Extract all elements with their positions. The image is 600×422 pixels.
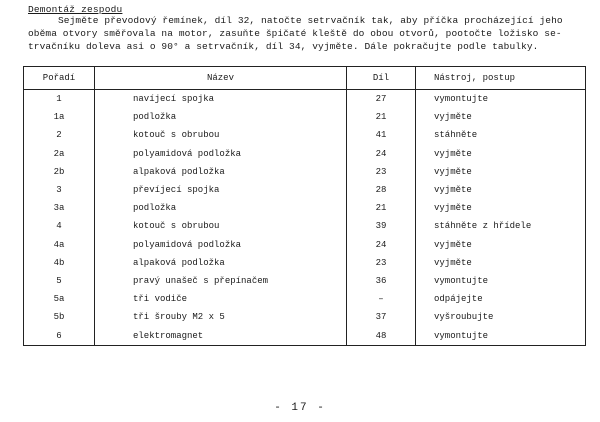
cell-name: navíjecí spojka xyxy=(95,90,347,109)
intro-paragraph xyxy=(28,14,576,53)
cell-name: kotouč s obrubou xyxy=(95,217,347,235)
cell-action: vyšroubujte xyxy=(416,308,586,326)
cell-part: 21 xyxy=(347,199,416,217)
cell-name: polyamidová podložka xyxy=(95,145,347,163)
cell-action: vyjměte xyxy=(416,254,586,272)
cell-order: 2 xyxy=(24,126,95,144)
cell-part: 21 xyxy=(347,108,416,126)
table-row xyxy=(24,217,586,235)
cell-action: odpájejte xyxy=(416,290,586,308)
cell-part: 24 xyxy=(347,236,416,254)
cell-name: elektromagnet xyxy=(95,326,347,345)
cell-name: alpaková podložka xyxy=(95,163,347,181)
cell-name: pravý unašeč s přepínačem xyxy=(95,272,347,290)
header-part: Díl xyxy=(347,67,416,90)
cell-order: 1 xyxy=(24,90,95,109)
cell-name: převíjecí spojka xyxy=(95,181,347,199)
cell-action: vyjměte xyxy=(416,181,586,199)
cell-action: vymontujte xyxy=(416,90,586,109)
cell-action: vymontujte xyxy=(416,272,586,290)
cell-part: 23 xyxy=(347,254,416,272)
table-row xyxy=(24,126,586,144)
section-heading: Demontáž zespodu xyxy=(28,4,123,15)
cell-part: 28 xyxy=(347,181,416,199)
cell-order: 5 xyxy=(24,272,95,290)
cell-action: stáhněte xyxy=(416,126,586,144)
cell-order: 4 xyxy=(24,217,95,235)
cell-action: vyjměte xyxy=(416,236,586,254)
table-row xyxy=(24,308,586,326)
cell-order: 2b xyxy=(24,163,95,181)
cell-order: 3 xyxy=(24,181,95,199)
table-row xyxy=(24,326,586,345)
table-row xyxy=(24,181,586,199)
cell-name: alpaková podložka xyxy=(95,254,347,272)
cell-action: vyjměte xyxy=(416,108,586,126)
table-row xyxy=(24,290,586,308)
cell-name: polyamidová podložka xyxy=(95,236,347,254)
cell-order: 1a xyxy=(24,108,95,126)
intro-line-3: trvačníku doleva asi o 90° a setrvačník, díl 34, vyjměte. Dále pokračujte podle tabulky. xyxy=(28,41,539,52)
cell-action: vyjměte xyxy=(416,145,586,163)
cell-order: 6 xyxy=(24,326,95,345)
table-header-row xyxy=(24,67,586,90)
cell-name: kotouč s obrubou xyxy=(95,126,347,144)
cell-order: 5b xyxy=(24,308,95,326)
cell-name: tři šrouby M2 x 5 xyxy=(95,308,347,326)
header-order: Pořadí xyxy=(24,67,95,90)
table-row xyxy=(24,236,586,254)
table-row xyxy=(24,254,586,272)
cell-action: stáhněte z hřídele xyxy=(416,217,586,235)
disassembly-table xyxy=(23,66,586,346)
cell-order: 2a xyxy=(24,145,95,163)
table-row xyxy=(24,199,586,217)
cell-order: 3a xyxy=(24,199,95,217)
cell-name: podložka xyxy=(95,199,347,217)
cell-action: vyjměte xyxy=(416,163,586,181)
header-action: Nástroj, postup xyxy=(416,67,586,90)
intro-line-1: Sejměte převodový řemínek, díl 32, natočte setrvačník tak, aby příčka procházející jeho xyxy=(58,15,563,26)
cell-part: 36 xyxy=(347,272,416,290)
cell-part: 48 xyxy=(347,326,416,345)
intro-line-2: oběma otvory směřovala na motor, zasuňte špičaté kleště do obou otvorů, pootočte ložisko se- xyxy=(28,28,562,39)
cell-part: – xyxy=(347,290,416,308)
cell-order: 4b xyxy=(24,254,95,272)
cell-part: 41 xyxy=(347,126,416,144)
table-row xyxy=(24,272,586,290)
table-row xyxy=(24,163,586,181)
header-name: Název xyxy=(95,67,347,90)
table-row xyxy=(24,108,586,126)
cell-action: vymontujte xyxy=(416,326,586,345)
cell-part: 24 xyxy=(347,145,416,163)
cell-part: 23 xyxy=(347,163,416,181)
table-row xyxy=(24,145,586,163)
cell-part: 27 xyxy=(347,90,416,109)
cell-order: 5a xyxy=(24,290,95,308)
page-number: - 17 - xyxy=(274,402,326,414)
table-row xyxy=(24,90,586,109)
cell-part: 39 xyxy=(347,217,416,235)
cell-name: podložka xyxy=(95,108,347,126)
cell-name: tři vodiče xyxy=(95,290,347,308)
cell-action: vyjměte xyxy=(416,199,586,217)
cell-part: 37 xyxy=(347,308,416,326)
cell-order: 4a xyxy=(24,236,95,254)
